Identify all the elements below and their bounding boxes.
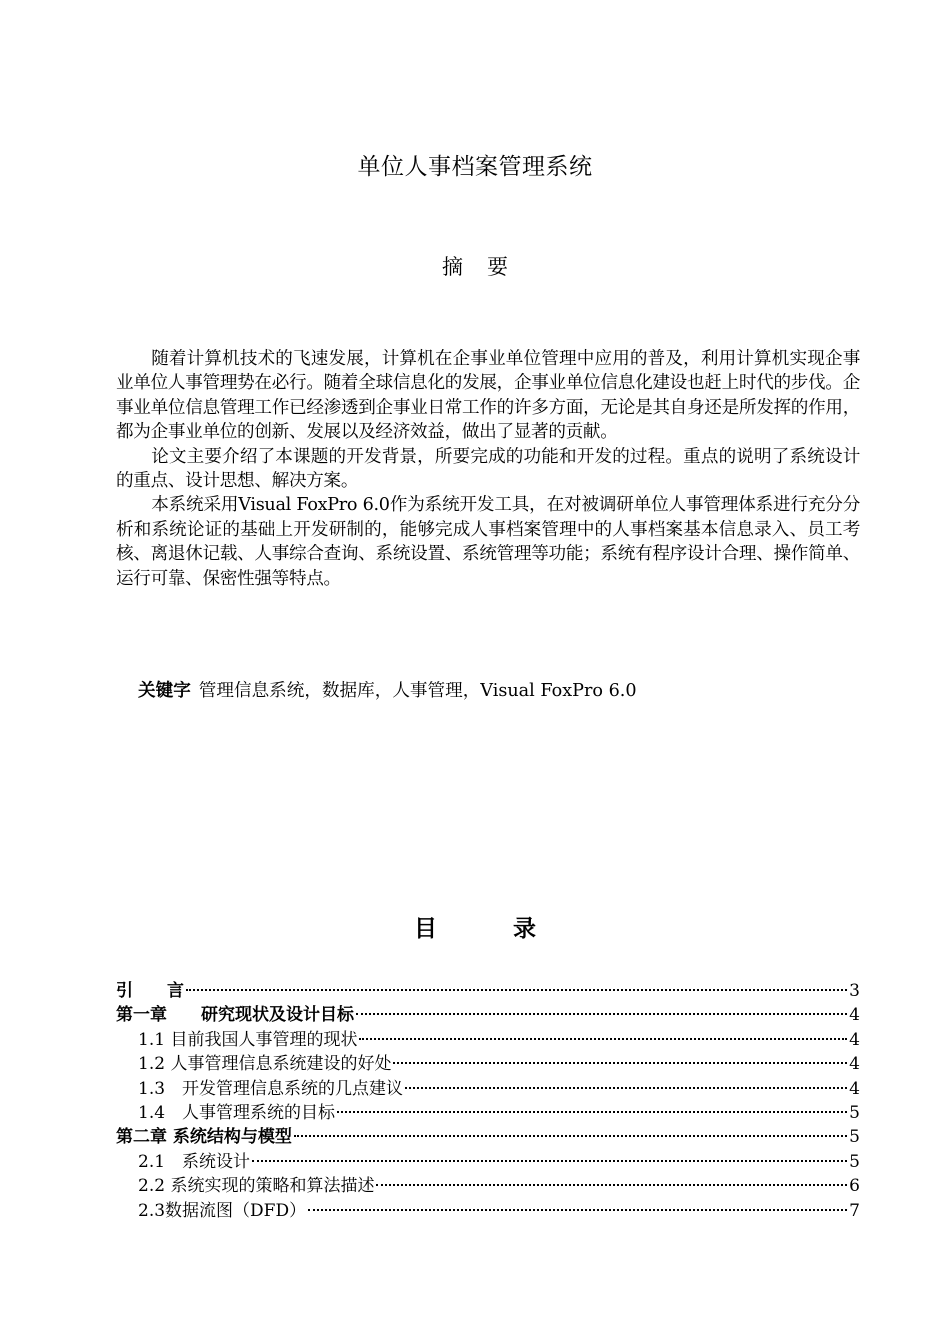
abstract-paragraph: 随着计算机技术的飞速发展，计算机在企事业单位管理中应用的普及，利用计算机实现企事业单位人事管理势在必行。随着全球信息化的发展，企事业单位信息化建设也赶上时代的步伐。企事业单位信息管理工作已经渗透到企事业日常工作的许多方面，无论是其自身还是所发挥的作用，都为企事业单位的创新、发展以及经济效益，做出了显著的贡献。 xyxy=(116,349,860,443)
toc-heading-right: 录 xyxy=(513,916,536,942)
toc-entry-page: 4 xyxy=(849,1029,860,1050)
toc-entry[interactable] xyxy=(116,1074,860,1098)
keywords-text: 管理信息系统，数据库，人事管理，Visual FoxPro 6.0 xyxy=(198,681,637,701)
toc-dot-leader xyxy=(359,1038,847,1040)
abstract-body xyxy=(116,347,860,591)
toc-dot-leader xyxy=(308,1209,847,1211)
toc-entry[interactable] xyxy=(116,1196,860,1220)
document-title: 单位人事档案管理系统 xyxy=(357,154,593,180)
toc-entry-page: 6 xyxy=(849,1176,860,1197)
toc-entry-page: 5 xyxy=(849,1102,860,1123)
toc-entry[interactable] xyxy=(116,976,860,1000)
toc-dot-leader xyxy=(337,1111,847,1113)
toc-entry[interactable] xyxy=(116,1049,860,1073)
toc-entry-page: 4 xyxy=(849,1005,860,1026)
toc-entry[interactable] xyxy=(116,1000,860,1024)
keywords-label: 关键字 xyxy=(138,681,191,701)
abstract-heading: 摘要 xyxy=(442,255,532,279)
toc-entry-page: 3 xyxy=(849,981,860,1001)
toc-entry-title: 1.4 人事管理系统的目标 xyxy=(138,1102,336,1123)
toc-entry-page: 5 xyxy=(849,1151,860,1172)
toc-entry-title: 2.1 系统设计 xyxy=(138,1151,251,1172)
abstract-paragraph: 本系统采用Visual FoxPro 6.0作为系统开发工具，在对被调研单位人事管理体系进行充分分析和系统论证的基础上开发研制的，能够完成人事档案管理中的人事档案基本信息录入、员工考核、离退休记载、人事综合查询、系统设置、系统管理等功能；系统有程序设计合理、操作简单、运行可靠、保密性强等特点。 xyxy=(116,495,860,589)
toc-entry[interactable] xyxy=(116,1171,860,1195)
toc-entry-page: 4 xyxy=(849,1078,860,1099)
toc-dot-leader xyxy=(405,1087,847,1089)
toc-entry-page: 4 xyxy=(849,1054,860,1075)
toc-entry-title: 第二章 系统结构与模型 xyxy=(116,1127,292,1148)
toc-entry-title: 1.1 目前我国人事管理的现状 xyxy=(138,1029,358,1050)
toc-entry-title: 1.2 人事管理信息系统建设的好处 xyxy=(138,1054,392,1075)
toc-entry-page: 5 xyxy=(849,1127,860,1148)
keywords-line xyxy=(138,677,637,702)
toc-heading xyxy=(0,910,950,943)
abstract-paragraph: 论文主要介绍了本课题的开发背景，所要完成的功能和开发的过程。重点的说明了系统设计的重点、设计思想、解决方案。 xyxy=(116,446,860,492)
toc-entry-title: 2.2 系统实现的策略和算法描述 xyxy=(138,1176,375,1197)
toc-dot-leader xyxy=(356,1013,847,1015)
toc-dot-leader xyxy=(186,989,847,991)
toc-entry-page: 7 xyxy=(849,1200,860,1221)
toc-dot-leader xyxy=(393,1062,847,1064)
toc-entry[interactable] xyxy=(116,1025,860,1049)
table-of-contents xyxy=(116,976,860,1220)
toc-entry-title: 第一章 研究现状及设计目标 xyxy=(116,1005,354,1026)
toc-dot-leader xyxy=(376,1184,847,1186)
toc-entry-title: 1.3 开发管理信息系统的几点建议 xyxy=(138,1078,404,1099)
toc-dot-leader xyxy=(252,1160,847,1162)
toc-entry[interactable] xyxy=(116,1098,860,1122)
toc-dot-leader xyxy=(294,1135,847,1137)
toc-entry[interactable] xyxy=(116,1122,860,1146)
toc-entry[interactable] xyxy=(116,1147,860,1171)
toc-heading-left: 目 xyxy=(414,916,437,942)
toc-entry-title: 2.3数据流图（DFD） xyxy=(138,1200,307,1221)
toc-entry-title: 引 言 xyxy=(116,981,184,1001)
